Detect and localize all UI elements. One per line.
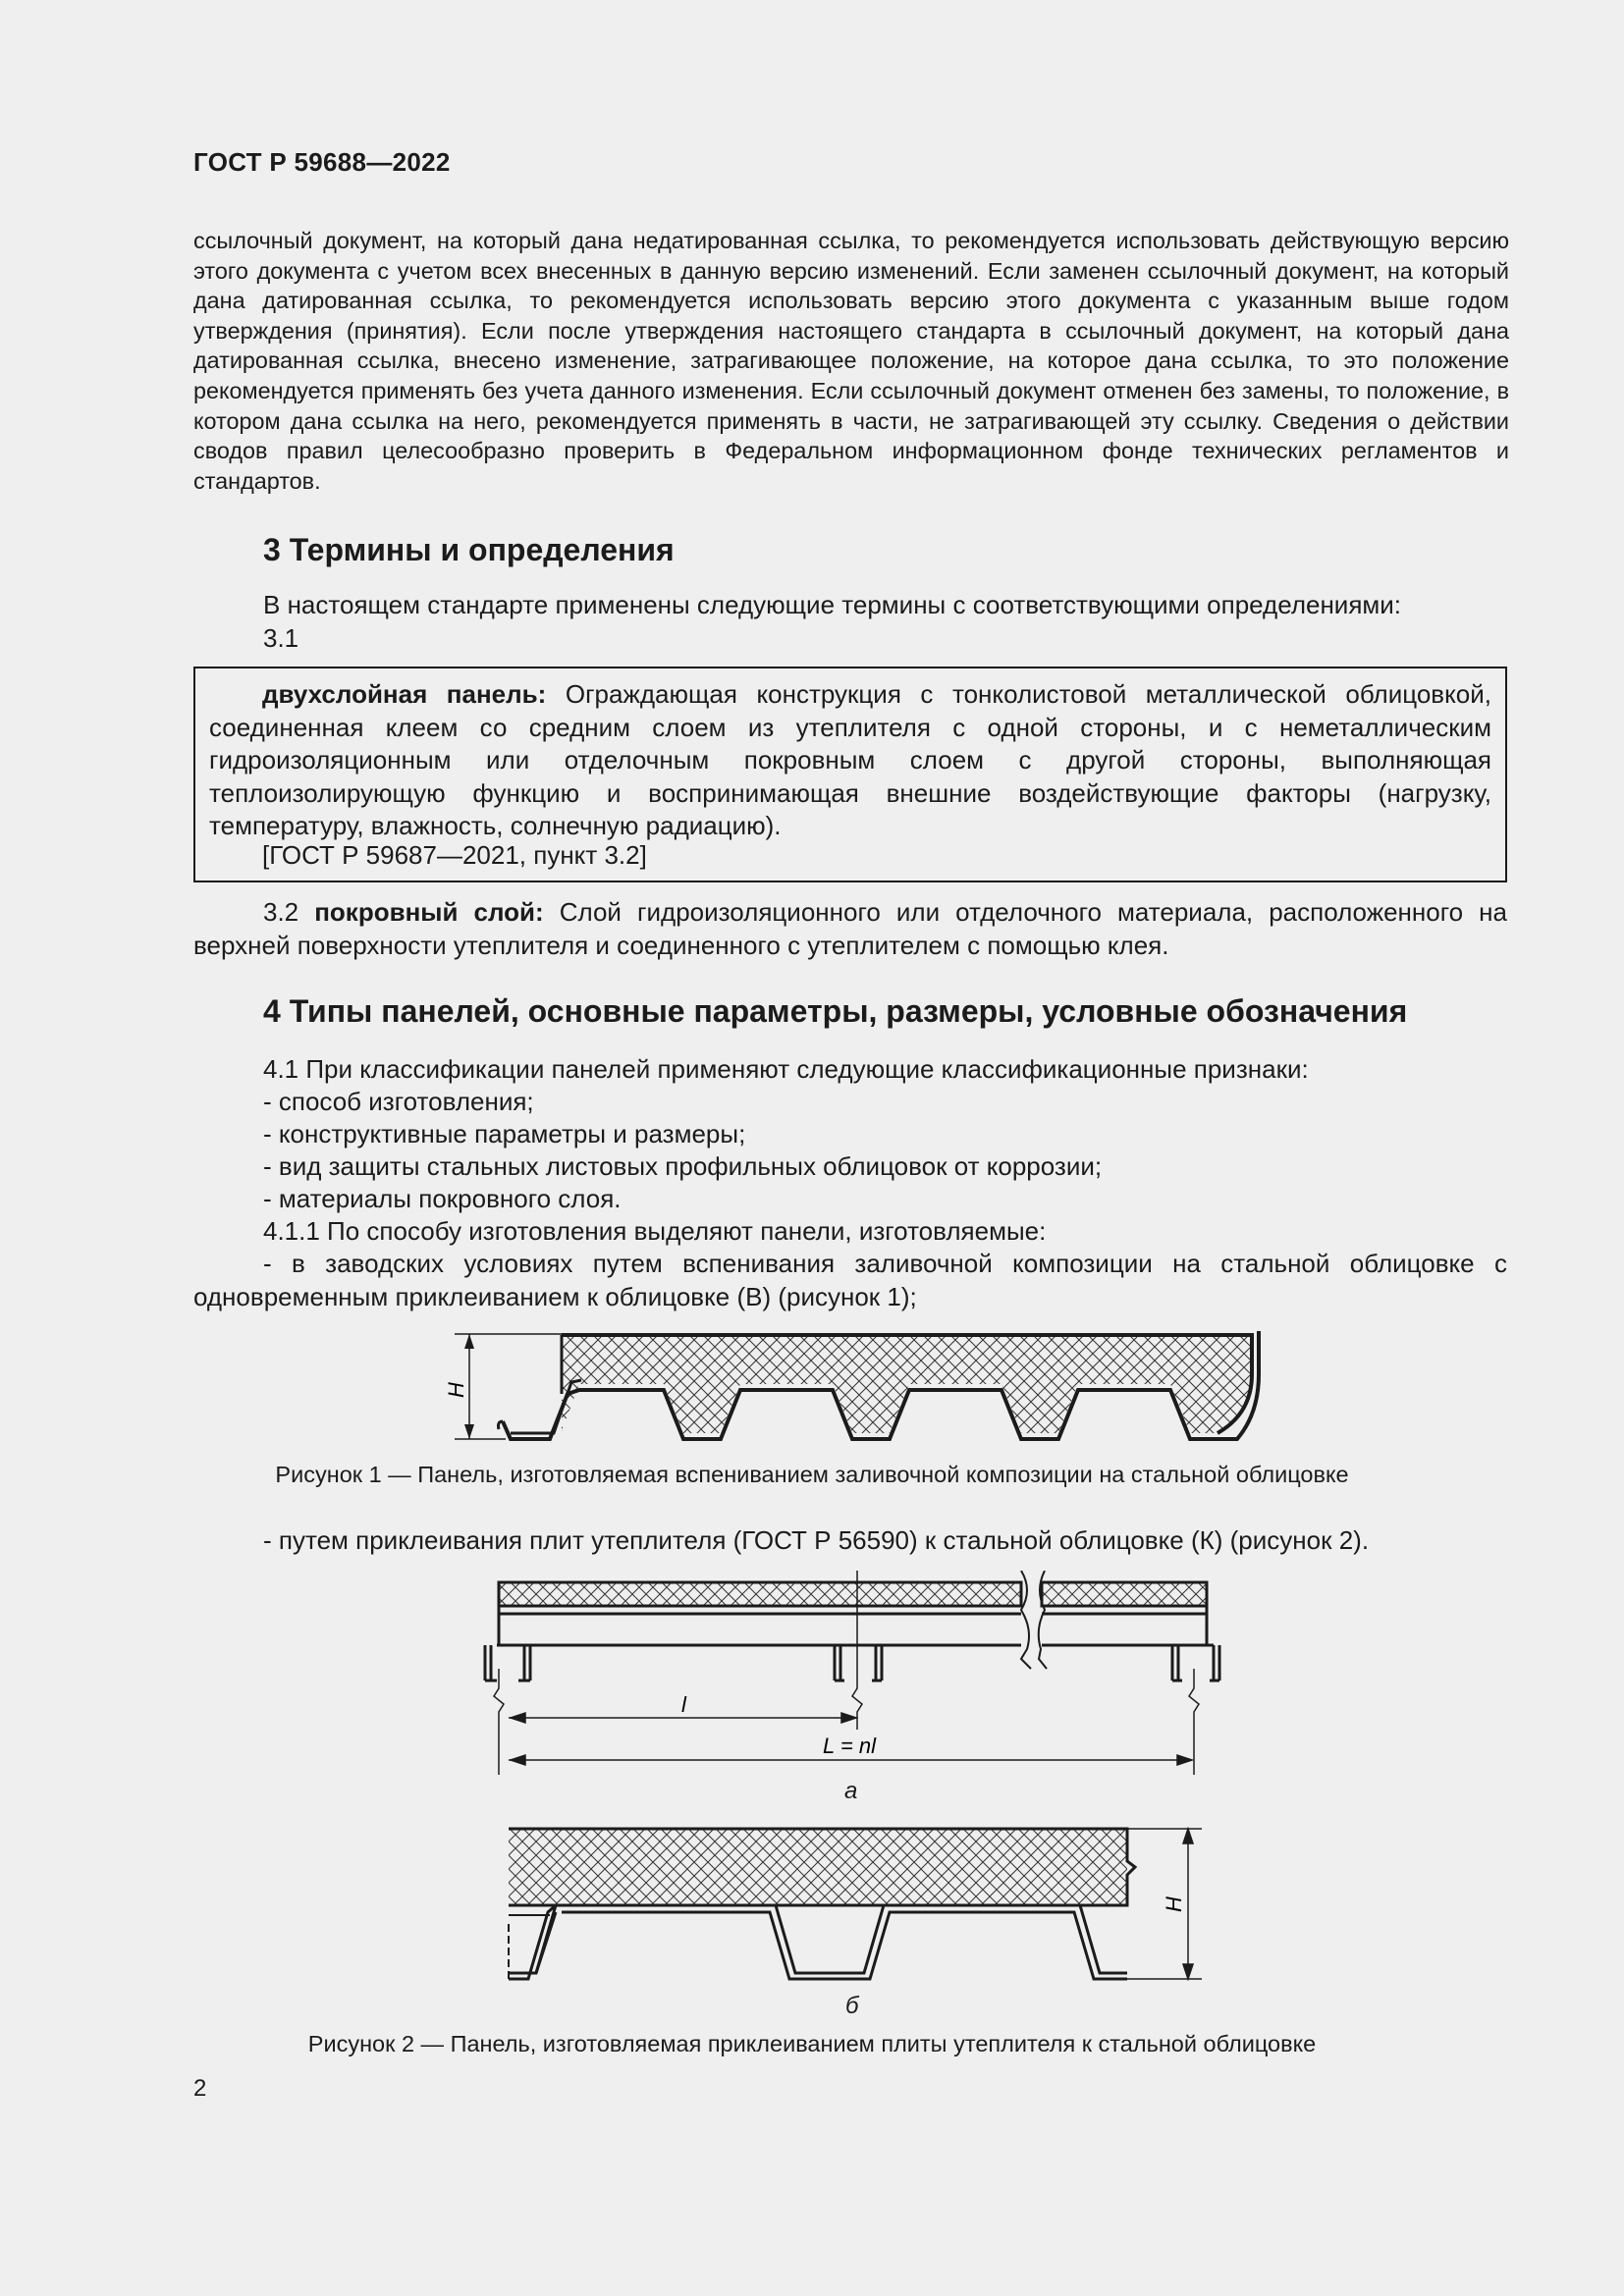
item-3-2-term: покровный слой: <box>314 897 544 927</box>
bullet-method-gluing: - путем приклеивания плит утеплителя (ГОСТ Р 56590) к стальной облицовке (К) (рисунок 2). <box>263 1525 1370 1555</box>
figure-2a-sublabel: а <box>844 1778 858 1804</box>
figure-1-dim-label: H <box>444 1382 468 1398</box>
figure-2a-drawing <box>471 1571 1237 1782</box>
definition-paragraph <box>209 678 1491 843</box>
figure-2a-total-label: L = nl <box>823 1734 877 1758</box>
intro-paragraph: ссылочный документ, на который дана недатированная ссылка, то рекомендуется использовать действующую версию этого документа с учетом всех внесенных в данную версию изменений. Если заменен ссылочный документ, на который дана датированная ссылка, то рекомендуется использовать версию этого документа с указанным выше годом утверждения (принятия). Если после утверждения настоящего стандарта в ссылочный документ, на который дана датированная ссылка, внесено изменение, затрагивающее положение, на которое дана ссылка, то это положение рекомендуется применять без учета данного изменения. Если ссылочный документ отменен без замены, то положение, в котором дана ссылка на него, рекомендуется применять в части, не затрагивающей эту ссылку. Сведения о действии сводов правил целесообразно проверить в Федеральном информационном фонде технических регламентов и стандартов. <box>193 228 1509 494</box>
item-3-2-paragraph <box>193 896 1507 962</box>
figure-2a-span-label: l <box>681 1692 686 1717</box>
list-item: - способ изготовления; <box>263 1087 534 1116</box>
section-3-heading: 3 Термины и определения <box>263 532 675 567</box>
section-4-heading: 4 Типы панелей, основные параметры, размеры, условные обозначения <box>263 993 1408 1029</box>
item-3-2-number: 3.2 <box>263 897 299 927</box>
bullet-method-foaming: - в заводских условиях путем вспенивания заливочной композиции на стальной облицовке с одновременным приклеиванием к облицовке (В) (рисунок 1); <box>193 1249 1507 1311</box>
figure-1-height-dimension <box>455 1334 562 1439</box>
figure-1-panel <box>499 1331 1260 1439</box>
item-3-2-text: Слой гидроизоляционного или отделочного материала, расположенного на верхней поверхности утеплителя и соединенного с утеплителем с помощью клея. <box>193 897 1507 960</box>
list-item: - конструктивные параметры и размеры; <box>263 1119 746 1148</box>
definition-source: [ГОСТ Р 59687—2021, пункт 3.2] <box>262 840 647 870</box>
section-3-lead: В настоящем стандарте применены следующие термины с соответствующими определениями: <box>263 590 1402 619</box>
item-4-1-1: 4.1.1 По способу изготовления выделяют панели, изготовляемые: <box>263 1216 1047 1246</box>
figure-2b-panel <box>509 1829 1135 1979</box>
figure-1-caption: Рисунок 1 — Панель, изготовляемая вспениванием заливочной композиции на стальной облицовке <box>275 1462 1349 1487</box>
figure-2-caption: Рисунок 2 — Панель, изготовляемая приклеиванием плиты утеплителя к стальной облицовке <box>307 2031 1317 2056</box>
list-item: - вид защиты стальных листовых профильных облицовок от коррозии; <box>263 1151 1103 1181</box>
item-3-1-number: 3.1 <box>263 623 299 653</box>
figure-2a-supports <box>485 1645 1219 1681</box>
page-number: 2 <box>193 2075 207 2102</box>
figure-2b-sublabel: б <box>845 1993 859 2019</box>
definition-text: Ограждающая конструкция с тонколистовой металлической облицовкой, соединенная клеем со средним слоем из утеплителя с одной стороны, и с неметаллическим гидроизоляционным или отделочным покровным слоем с другой стороны, выполняющая теплоизолирующую функцию и воспринимающая внешние воздействующие факторы (нагрузку, температуру, влажность, солнечную радиацию). <box>209 679 1491 840</box>
figure-2b-drawing <box>491 1816 1227 1988</box>
document-header: ГОСТ Р 59688—2022 <box>193 147 451 177</box>
definition-box <box>193 667 1507 882</box>
figure-2b-dim-label: H <box>1162 1896 1186 1912</box>
definition-term: двухслойная панель: <box>262 679 547 709</box>
list-item: - материалы покровного слоя. <box>263 1184 622 1213</box>
item-4-1: 4.1 При классификации панелей применяют следующие классификационные признаки: <box>263 1054 1309 1084</box>
figure-1-drawing <box>442 1315 1276 1453</box>
figure-2a-panel <box>497 1571 1214 1669</box>
